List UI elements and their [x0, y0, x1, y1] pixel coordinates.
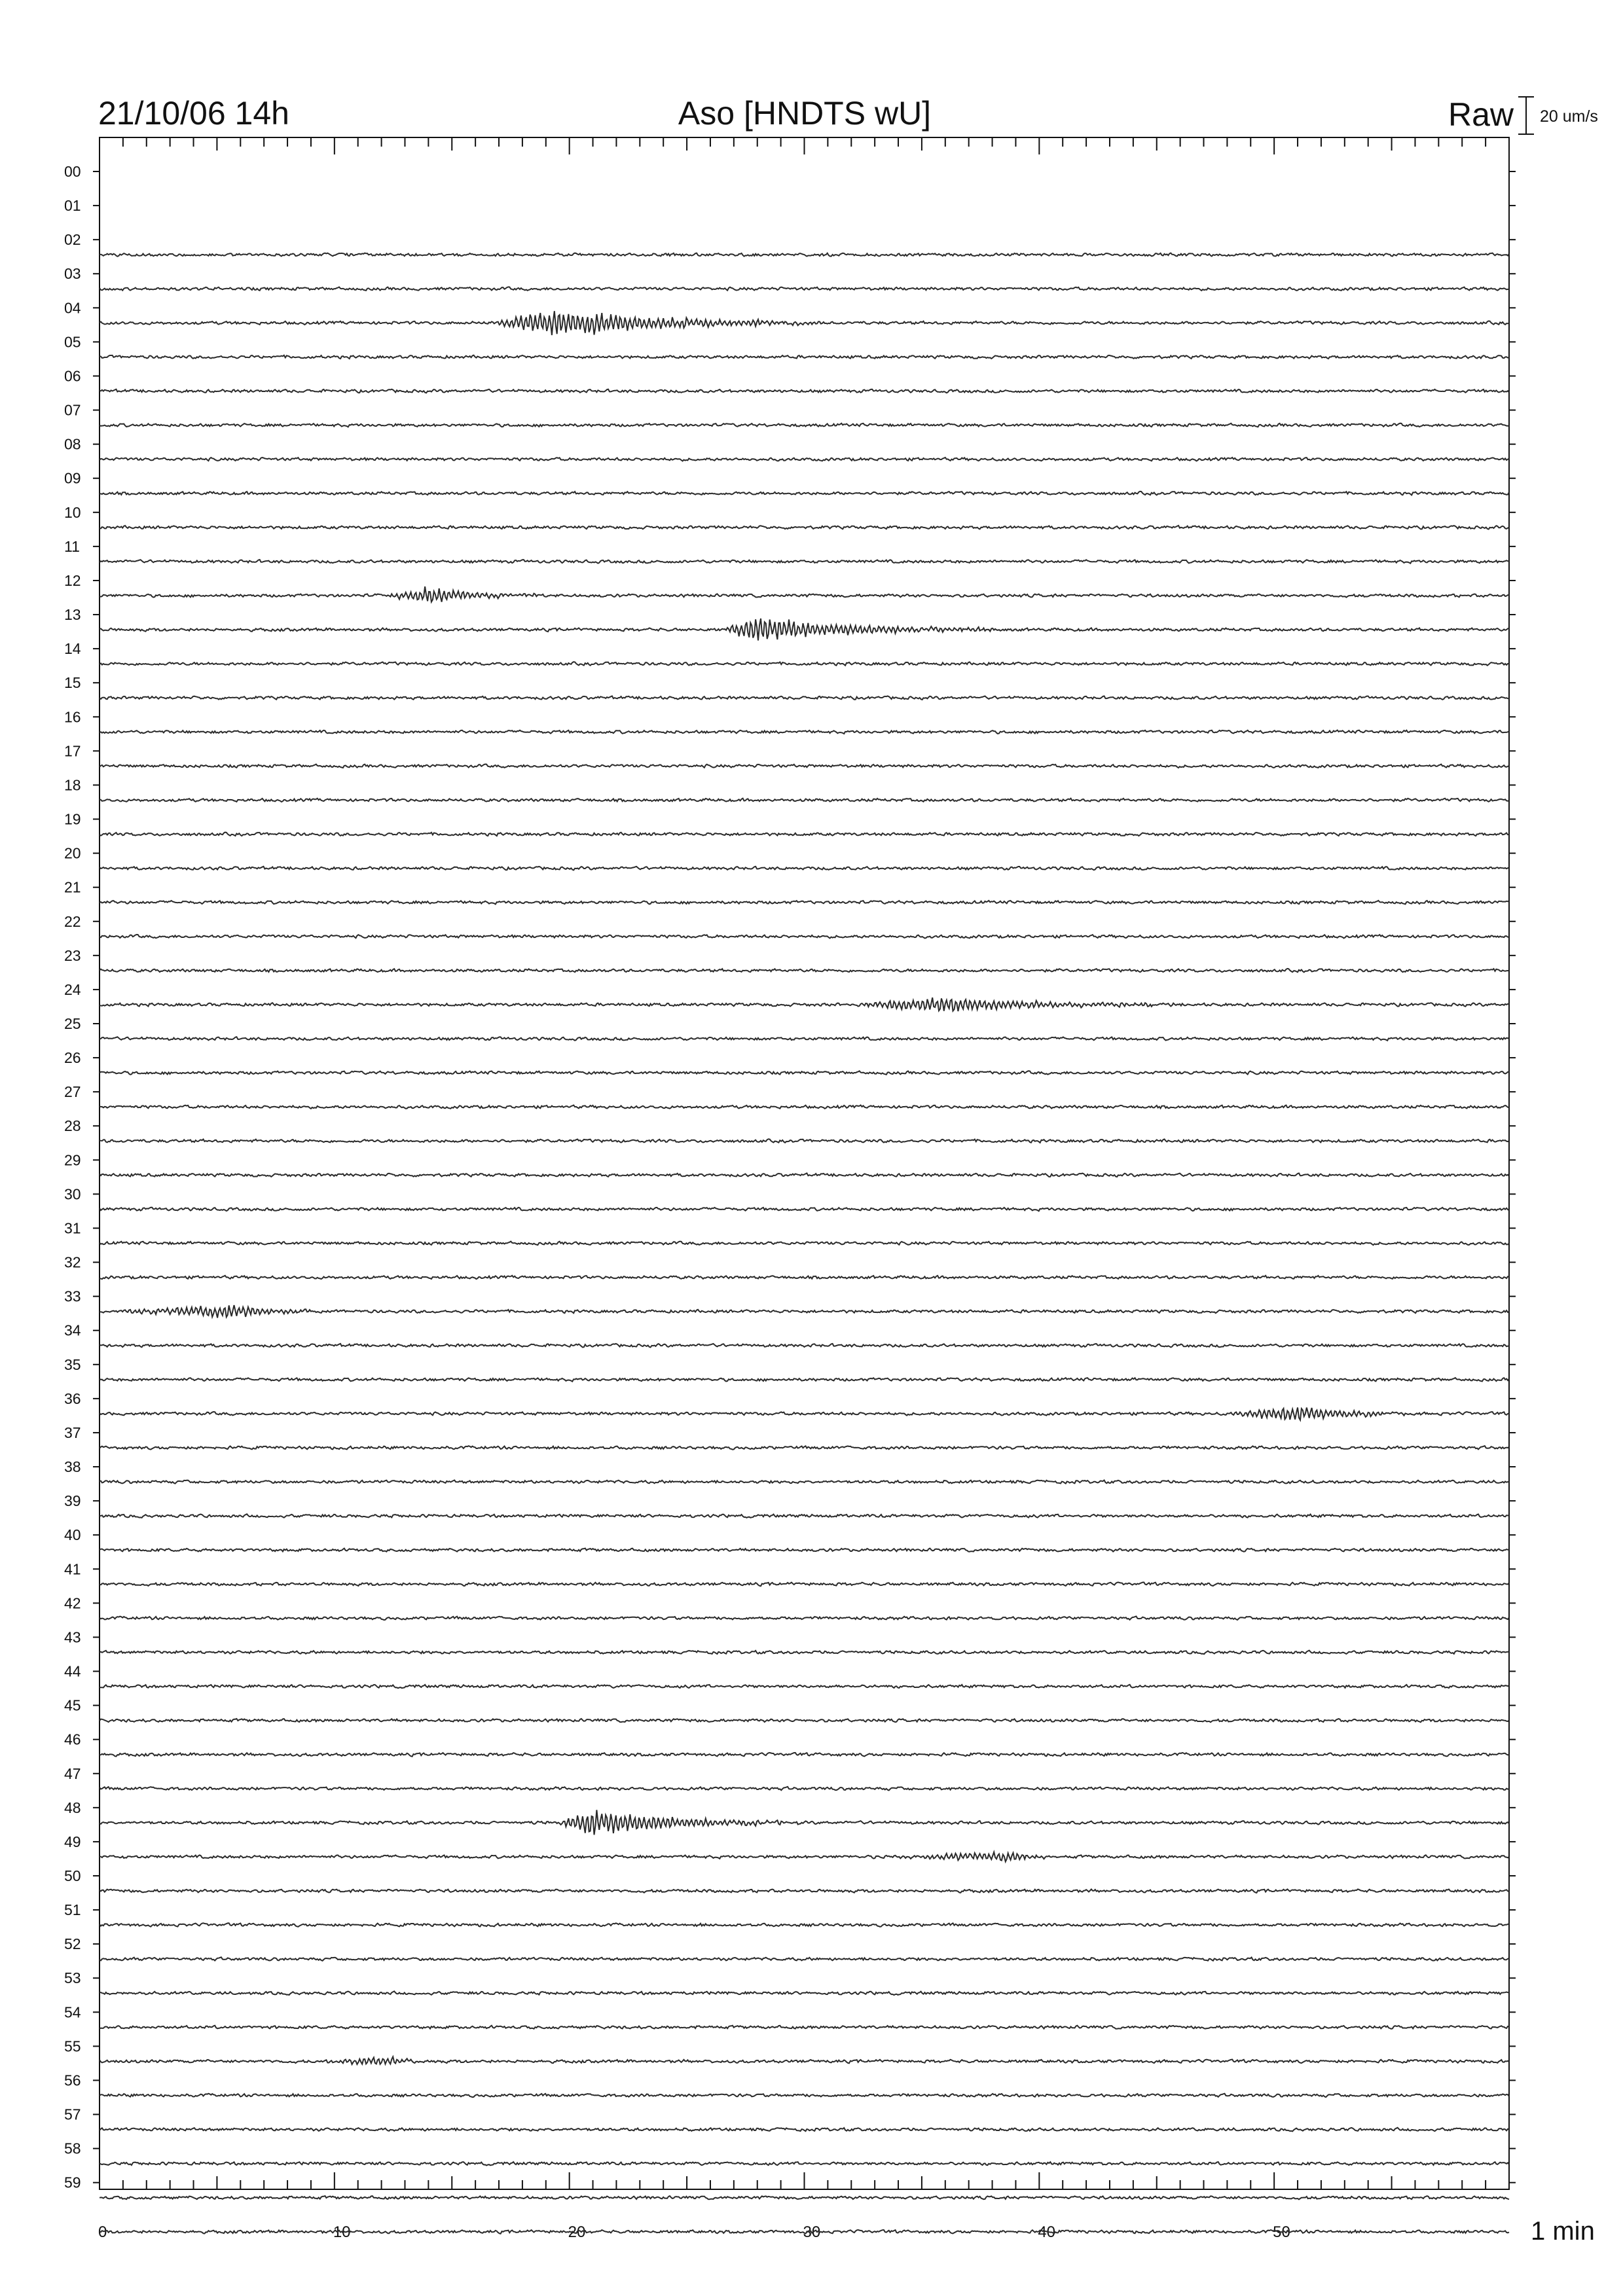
row-label: 35 [64, 1355, 81, 1373]
row-label: 09 [64, 469, 81, 487]
row-label: 00 [64, 163, 81, 180]
trace-minute-16 [100, 696, 1509, 700]
row-label: 06 [64, 367, 81, 385]
trace-minute-08 [100, 423, 1509, 427]
row-label: 54 [64, 2003, 81, 2021]
row-label: 16 [64, 708, 81, 726]
row-label: 39 [64, 1492, 81, 1510]
trace-minute-58 [100, 2128, 1509, 2132]
trace-minute-03 [100, 253, 1509, 257]
trace-minute-53 [100, 1957, 1509, 1961]
row-label: 47 [64, 1765, 81, 1782]
row-label: 23 [64, 946, 81, 964]
row-label: 01 [64, 197, 81, 215]
row-label: 20 [64, 844, 81, 862]
row-label: 52 [64, 1935, 81, 1953]
trace-minute-48 [100, 1787, 1509, 1791]
trace-minute-19 [100, 798, 1509, 802]
trace-minute-21 [100, 867, 1509, 870]
bottom-axis-ticks [100, 2172, 1509, 2189]
trace-minute-59 [100, 2162, 1509, 2165]
trace-minute-60 [100, 2196, 1509, 2199]
row-label: 15 [64, 674, 81, 692]
row-label: 49 [64, 1833, 81, 1850]
row-label: 51 [64, 1901, 81, 1919]
row-label: 33 [64, 1287, 81, 1305]
trace-minute-37 [100, 1408, 1509, 1420]
row-label: 04 [64, 299, 81, 317]
x-tick-label: 50 [1273, 2223, 1290, 2241]
station-title: Aso [HNDTS wU] [678, 95, 932, 132]
row-label: 40 [64, 1526, 81, 1544]
row-label: 50 [64, 1867, 81, 1884]
x-tick-label: 0 [98, 2223, 107, 2241]
row-label: 05 [64, 333, 81, 351]
trace-minute-51 [100, 1889, 1509, 1893]
trace-minute-07 [100, 389, 1509, 393]
trace-minute-45 [100, 1685, 1509, 1688]
x-tick-label: 10 [333, 2223, 351, 2241]
trace-minute-15 [100, 662, 1509, 666]
row-label: 41 [64, 1560, 81, 1578]
row-label: 28 [64, 1117, 81, 1135]
trace-minute-13 [100, 586, 1509, 602]
row-label: 34 [64, 1321, 81, 1339]
trace-minute-54 [100, 1991, 1509, 1995]
side-axis-ticks [93, 171, 1516, 2183]
row-label: 45 [64, 1696, 81, 1714]
trace-minute-14 [100, 619, 1509, 641]
trace-minute-09 [100, 457, 1509, 461]
top-axis-ticks [100, 137, 1509, 154]
row-label: 12 [64, 571, 81, 589]
trace-minute-41 [100, 1549, 1509, 1552]
trace-minute-20 [100, 833, 1509, 836]
row-label: 25 [64, 1015, 81, 1032]
trace-minute-24 [100, 969, 1509, 973]
trace-minute-36 [100, 1378, 1509, 1382]
x-tick-label: 40 [1038, 2223, 1056, 2241]
x-axis-unit-label: 1 min [1531, 2217, 1595, 2246]
plot-frame [100, 137, 1509, 2189]
trace-minute-44 [100, 1651, 1509, 1655]
trace-minute-34 [100, 1305, 1509, 1318]
seismic-traces [100, 253, 1509, 2234]
row-label: 44 [64, 1662, 81, 1680]
x-tick-label: 20 [568, 2223, 586, 2241]
row-label: 36 [64, 1390, 81, 1407]
trace-minute-50 [100, 1852, 1509, 1862]
row-label: 17 [64, 742, 81, 760]
row-label: 38 [64, 1458, 81, 1476]
trace-minute-27 [100, 1071, 1509, 1075]
trace-minute-57 [100, 2094, 1509, 2098]
row-label: 58 [64, 2140, 81, 2157]
trace-minute-25 [100, 997, 1509, 1011]
trace-minute-56 [100, 2056, 1509, 2064]
minute-row-labels [64, 163, 81, 2191]
row-label: 27 [64, 1083, 81, 1101]
row-label: 22 [64, 912, 81, 930]
row-label: 07 [64, 401, 81, 419]
row-label: 19 [64, 810, 81, 828]
trace-minute-49 [100, 1810, 1509, 1835]
row-label: 26 [64, 1049, 81, 1067]
x-tick-label: 30 [803, 2223, 821, 2241]
trace-minute-39 [100, 1480, 1509, 1484]
row-label: 31 [64, 1219, 81, 1237]
trace-minute-35 [100, 1344, 1509, 1348]
row-label: 48 [64, 1799, 81, 1816]
row-label: 59 [64, 2174, 81, 2191]
row-label: 13 [64, 606, 81, 624]
trace-minute-28 [100, 1105, 1509, 1109]
mode-label: Raw [1448, 96, 1514, 133]
trace-minute-04 [100, 287, 1509, 291]
trace-minute-06 [100, 355, 1509, 359]
row-label: 21 [64, 878, 81, 896]
trace-minute-12 [100, 560, 1509, 564]
trace-minute-29 [100, 1139, 1509, 1143]
row-label: 14 [64, 640, 81, 658]
row-label: 11 [64, 537, 80, 555]
row-label: 08 [64, 435, 81, 453]
row-label: 24 [64, 980, 81, 998]
row-label: 56 [64, 2072, 81, 2089]
scale-bar [1518, 97, 1598, 134]
trace-minute-33 [100, 1276, 1509, 1279]
row-label: 53 [64, 1969, 81, 1987]
trace-minute-47 [100, 1753, 1509, 1757]
trace-minute-18 [100, 764, 1509, 768]
trace-minute-11 [100, 526, 1509, 529]
row-label: 03 [64, 265, 81, 283]
row-label: 37 [64, 1424, 81, 1441]
row-label: 42 [64, 1594, 81, 1612]
row-label: 02 [64, 231, 81, 249]
trace-minute-43 [100, 1617, 1509, 1621]
trace-minute-23 [100, 935, 1509, 939]
trace-minute-30 [100, 1174, 1509, 1177]
trace-minute-52 [100, 1923, 1509, 1927]
trace-minute-05 [100, 311, 1509, 335]
row-label: 57 [64, 2106, 81, 2123]
trace-minute-26 [100, 1037, 1509, 1041]
row-label: 55 [64, 2037, 81, 2055]
row-label: 46 [64, 1731, 81, 1748]
scale-label: 20 um/s [1540, 107, 1598, 126]
row-label: 32 [64, 1253, 81, 1271]
row-label: 30 [64, 1185, 81, 1203]
trace-minute-38 [100, 1446, 1509, 1450]
row-label: 29 [64, 1151, 81, 1169]
trace-minute-31 [100, 1208, 1509, 1211]
trace-minute-46 [100, 1719, 1509, 1722]
trace-minute-32 [100, 1242, 1509, 1246]
row-label: 18 [64, 776, 81, 794]
trace-minute-55 [100, 2026, 1509, 2029]
datetime-label: 21/10/06 14h [98, 95, 289, 132]
trace-minute-17 [100, 730, 1509, 734]
row-label: 10 [64, 503, 81, 521]
trace-minute-42 [100, 1583, 1509, 1587]
trace-minute-10 [100, 492, 1509, 495]
trace-minute-40 [100, 1514, 1509, 1518]
trace-minute-22 [100, 901, 1509, 905]
row-label: 43 [64, 1628, 81, 1646]
